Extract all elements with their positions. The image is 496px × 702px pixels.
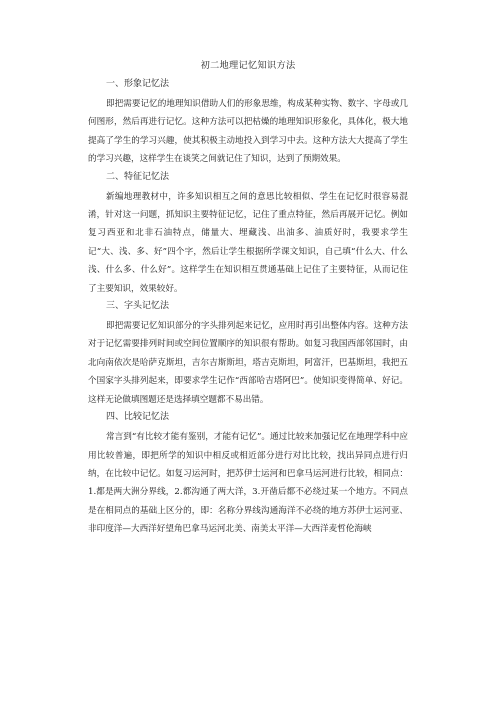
section-heading: 四、比较记忆法 (106, 412, 170, 423)
section-paragraph: 新编地理教材中，许多知识相互之间的意思比较相似、学生在记忆时很容易混淆，针对这一问题，抓知识主要特征记忆，记住了重点特征，然后再展开记忆。例如复习西亚和北非石油特点，储量大、埋藏浅、出油多、油质好时，我要求学生记“大、浅、多、好”四个字，然后让学生根据所学课文知识，自己填“什么大、什么浅、什么多、什么好”。这样学生在知识相互贯通基础上记住了主要特征，从而记住了主要知识，效果较好。 (88, 191, 408, 294)
document-content (88, 60, 408, 541)
section-heading: 三、字头记忆法 (106, 301, 170, 312)
document-title: 初二地理记忆知识方法 (200, 60, 296, 71)
section-paragraph: 即把需要记忆知识部分的字头排列起来记忆，应用时再引出整体内容。这种方法对于记忆需要排列时间或空间位置顺序的知识很有帮助。如复习我国西部邻国时，由北向南依次是哈萨克斯坦，吉尔吉斯斯坦，塔吉克斯坦，阿富汗，巴基斯坦，我把五个国家字头排列起来，即要求学生记作“西部哈吉塔阿巴”。使知识变得简单、好记。这样无论做填图题还是选择填空题都不易出错。 (88, 321, 408, 405)
section-initial-memory (88, 300, 408, 409)
section-feature-memory (88, 171, 408, 298)
section-heading: 一、形象记忆法 (106, 79, 170, 89)
section-paragraph: 常言到“有比较才能有鉴别，才能有记忆”。通过比较来加强记忆在地理学科中应用比较普遍，即把所学的知识中相反或相近部分进行对比比较，找出异同点进行归纳，在比较中记忆。如复习运河时，把苏伊士运河和巴拿马运河进行比较，相同点：1.都是两大洲分界线，2.都沟通了两大洋，3.开凿后都不必绕过某一个地方。不同点是在相同点的基础上区分的，即：名称分界线沟通海洋不必绕的地方苏伊士运河亚、非印度洋—大西洋好望角巴拿马运河北美、南美太平洋—大西洋麦哲伦海峡 (88, 432, 408, 535)
section-shape-memory (88, 78, 408, 169)
section-paragraph: 即把需要记忆的地理知识借助人们的形象思维，构成某种实物、数字、字母或几何图形，然后再进行记忆。这种方法可以把枯燥的地理知识形象化，具体化，极大地提高了学生的学习兴趣，使其积极主动地投入到学习中去。这种方法大大提高了学生的学习兴趣，这样学生在谈笑之间就记住了知识，达到了预期效果。 (88, 99, 408, 165)
section-heading: 二、特征记忆法 (106, 171, 170, 182)
section-comparison-memory (88, 411, 408, 538)
